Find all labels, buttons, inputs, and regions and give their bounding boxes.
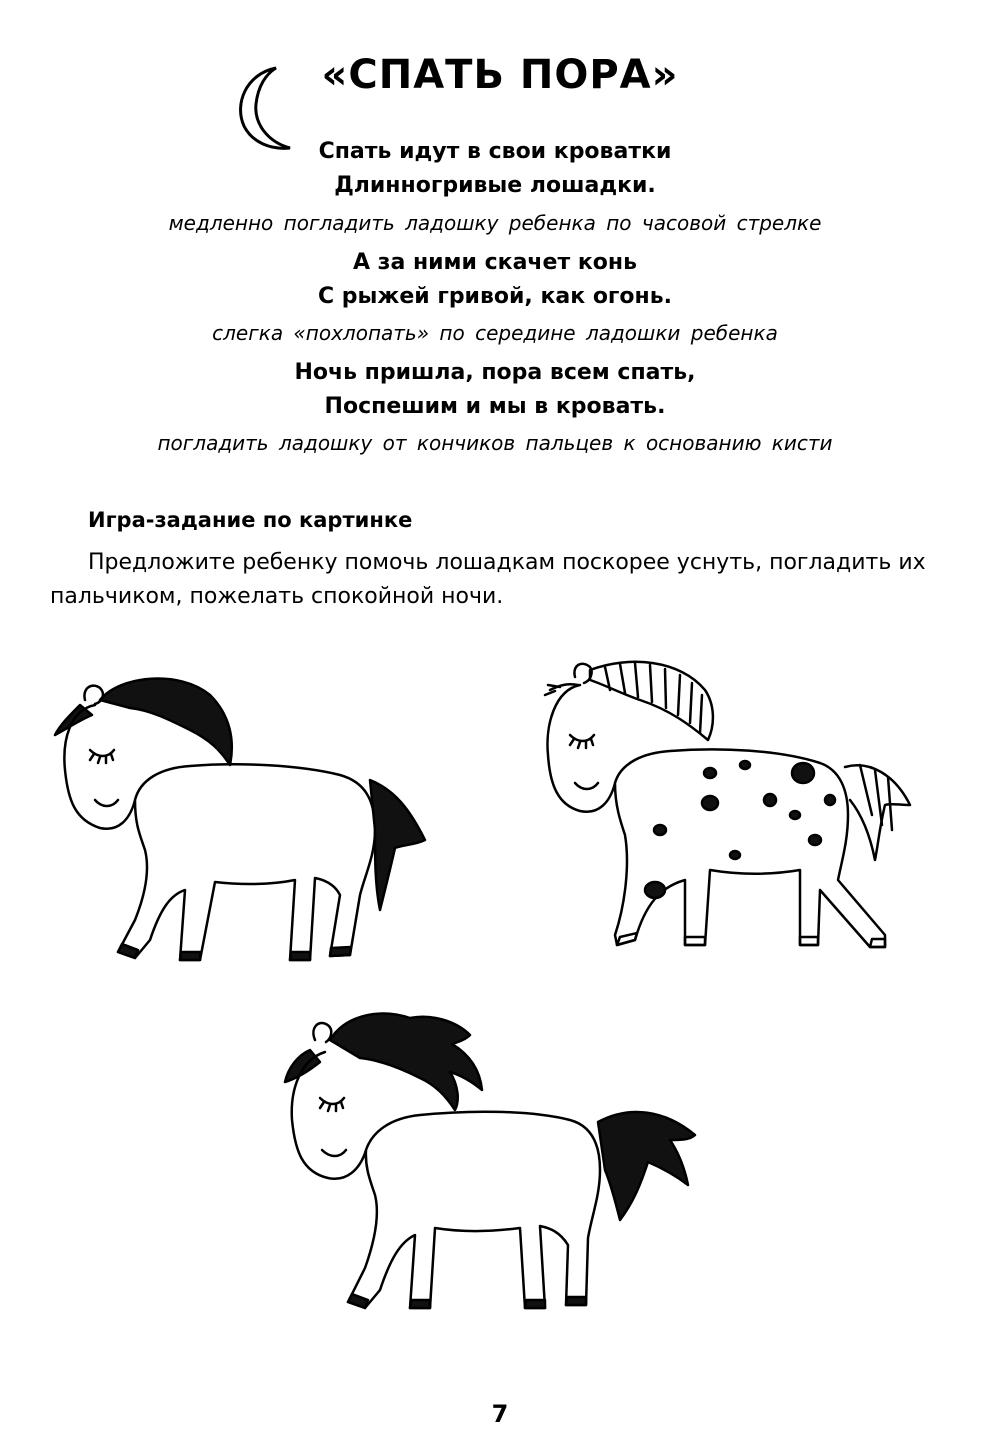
instruction-2: слегка «похлопать» по середине ладошки ребенка bbox=[212, 321, 778, 345]
page-number: 7 bbox=[491, 1400, 509, 1428]
horse-dark-mane-icon bbox=[40, 670, 450, 980]
verse-3-line-1: Ночь пришла, пора всем спать, bbox=[294, 360, 696, 385]
horse-spotted-icon bbox=[520, 655, 920, 965]
verse-3-line-2: Поспешим и мы в кровать. bbox=[324, 394, 666, 419]
verse-2-line-1: А за ними скачет конь bbox=[352, 250, 638, 275]
verse-1-line-2: Длинногривые лошадки. bbox=[334, 173, 656, 198]
instruction-3: погладить ладошку от кончиков пальцев к основанию кисти bbox=[157, 431, 833, 455]
verse-1-line-1: Спать идут в свои кроватки bbox=[318, 139, 672, 164]
page-title: «СПАТЬ ПОРА» bbox=[321, 52, 679, 98]
game-description: Предложите ребенку помочь лошадкам поскорее уснуть, погладить их пальчиком, пожелать спокойной ночи. bbox=[50, 550, 926, 609]
horse-wild-mane-icon bbox=[270, 1010, 730, 1330]
verse-2-line-2: С рыжей гривой, как огонь. bbox=[317, 284, 673, 309]
game-heading: Игра-задание по картинке bbox=[88, 508, 413, 532]
instruction-1: медленно погладить ладошку ребенка по часовой стрелке bbox=[168, 211, 822, 235]
